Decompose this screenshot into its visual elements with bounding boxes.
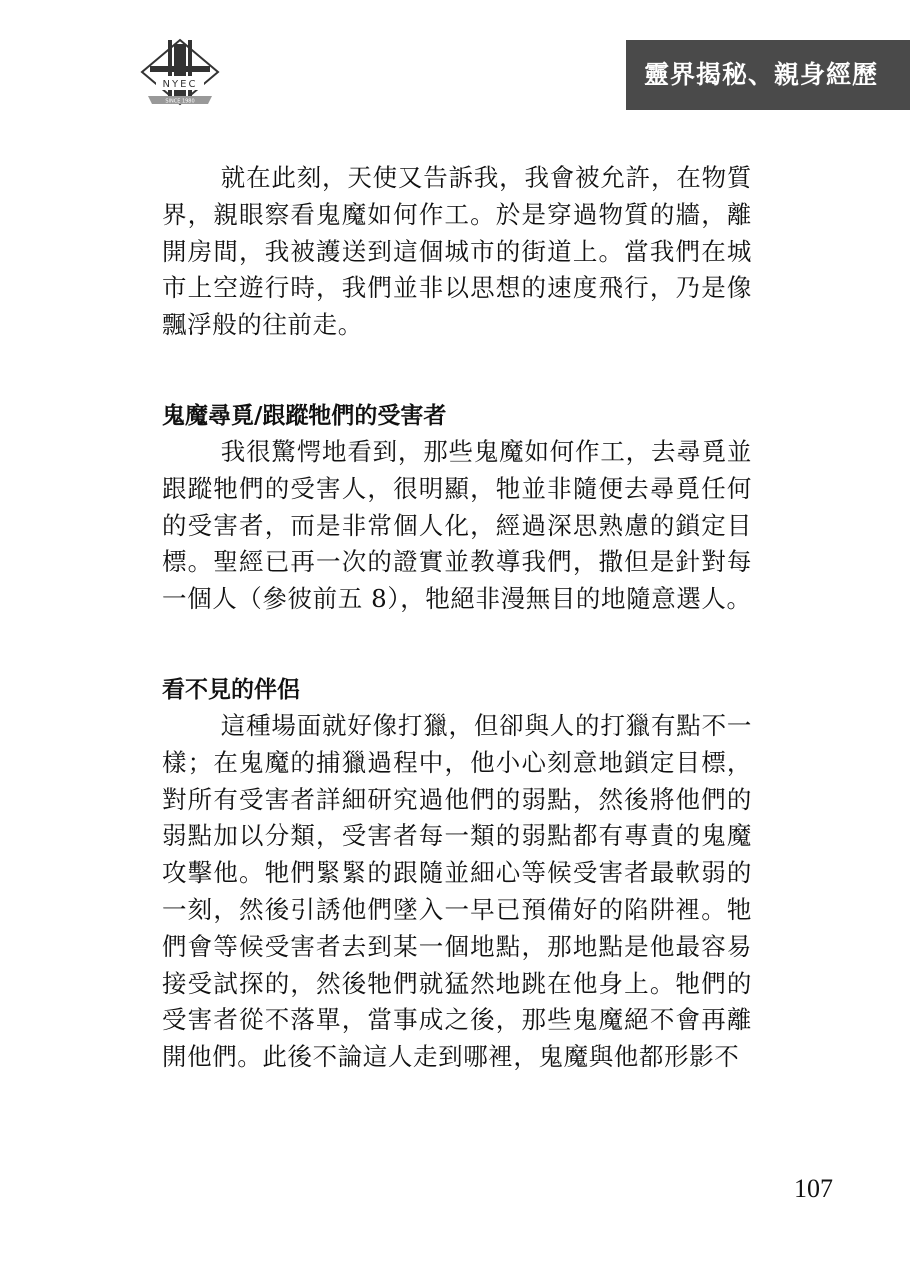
section-heading-1: 鬼魔尋覓/跟蹤牠們的受害者 — [162, 402, 447, 429]
logo-subtext: SINCE 1980 — [165, 98, 195, 105]
paragraph-3: 這種場面就好像打獵，但卻與人的打獵有點不一樣；在鬼魔的捕獵過程中，他小心刻意地鎖定目標，對所有受害者詳細研究過他們的弱點，然後將他們的弱點加以分類，受害者每一類的弱點都有專責的鬼魔攻擊他。牠們緊緊的跟隨並細心等候受害者最軟弱的一刻，然後引誘他們墜入一早已預備好的陷阱裡。牠們會等候受害者去到某一個地點，那地點是他最容易接受試探的，然後牠們就猛然地跳在他身上。牠們的受害者從不落單，當事成之後，那些鬼魔絕不會再離開他們。此後不論這人走到哪裡，鬼魔與他都形影不 — [162, 710, 752, 1072]
section-heading-2: 看不見的伴侶 — [162, 676, 300, 703]
chapter-title-tab: 靈界揭秘、親身經歷 — [626, 40, 910, 110]
page-number: 107 — [794, 1174, 833, 1203]
page-content — [162, 160, 752, 1076]
publisher-logo — [138, 38, 222, 112]
paragraph-1: 就在此刻，天使又告訴我，我會被允許，在物質界，親眼察看鬼魔如何作工。於是穿過物質的牆，離開房間，我被護送到這個城市的街道上。當我們在城市上空遊行時，我們並非以思想的速度飛行，乃是像飄浮般的往前走。 — [162, 163, 752, 340]
logo-text: NYEC — [162, 79, 198, 90]
paragraph-2: 我很驚愕地看到，那些鬼魔如何作工，去尋覓並跟蹤牠們的受害人，很明顯，牠並非隨便去尋覓任何的受害者，而是非常個人化，經過深思熟慮的鎖定目標。聖經已再一次的證實並教導我們，撒但是針對每一個人（參彼前五 8），牠絕非漫無目的地隨意選人。 — [162, 436, 752, 614]
